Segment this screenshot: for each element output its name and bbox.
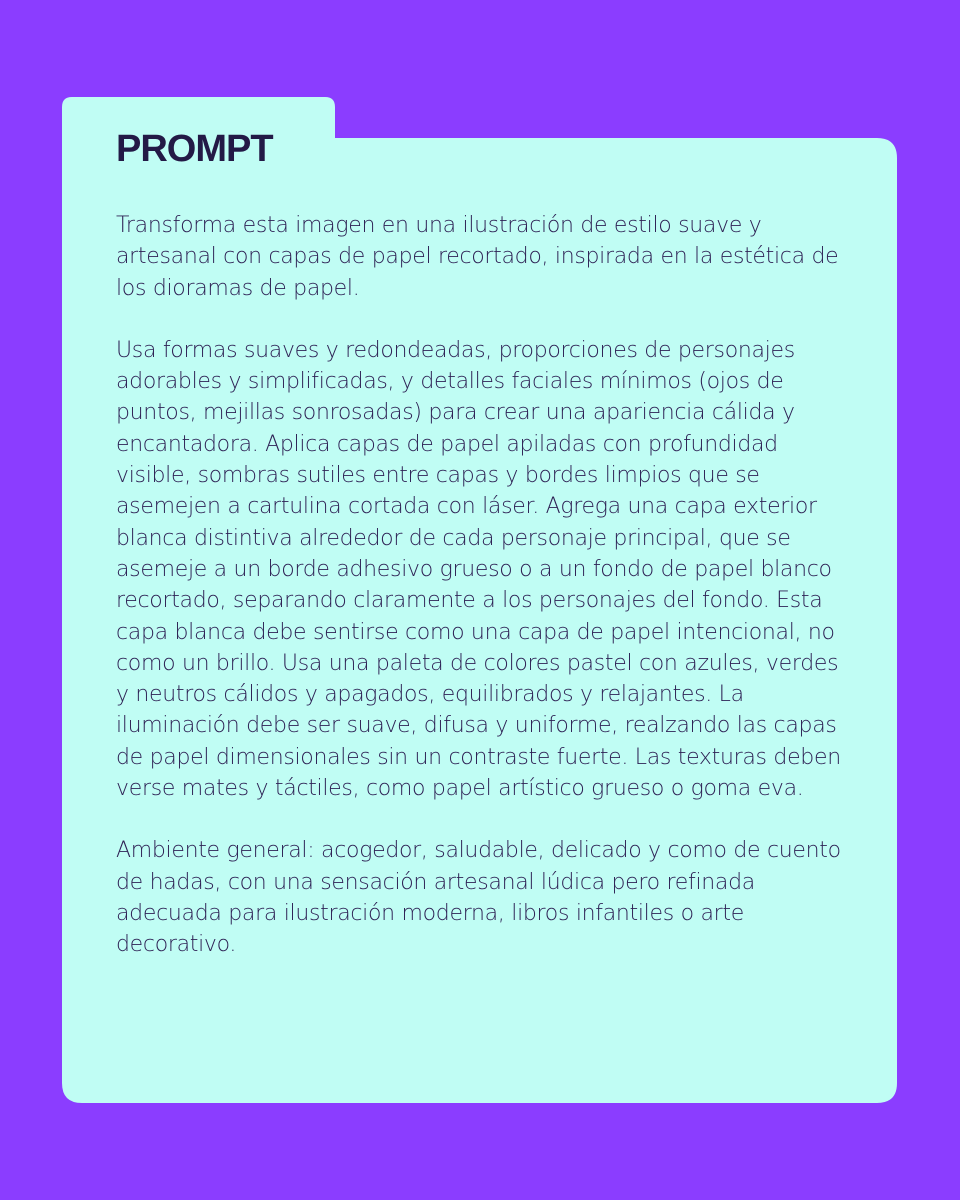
- paragraph-details: Usa formas suaves y redondeadas, proporciones de personajes adorables y simplificadas, y detalles faciales mínimos (ojos de puntos, mejillas sonrosadas) para crear una apariencia cálida y encantadora. Aplica capas de papel apiladas con profundidad visible, sombras sutiles entre capas y bordes limpios que se asemejen a cartulina cortada con láser. Agrega una capa exterior blanca distintiva alrededor de cada personaje principal, que se asemeje a un borde adhesivo grueso o a un fondo de papel blanco recortado, separando claramente a los personajes del fondo. Esta capa blanca debe sentirse como una capa de papel intencional, no como un brillo. Usa una paleta de colores pastel con azules, verdes y neutros cálidos y apagados, equilibrados y relajantes. La iluminación debe ser suave, difusa y uniforme, realzando las capas de papel dimensionales sin un contraste fuerte. Las texturas deben verse mates y táctiles, como papel artístico grueso o goma eva.: [116, 337, 841, 802]
- paragraph-ambience: Ambiente general: acogedor, saludable, delicado y como de cuento de hadas, con una sensación artesanal lúdica pero refinada adecuada para ilustración moderna, libros infantiles o arte decorativo.: [116, 838, 841, 958]
- paragraph-intro: Transforma esta imagen en una ilustración de estilo suave y artesanal con capas de papel recortado, inspirada en la estética de los dioramas de papel.: [116, 213, 839, 301]
- prompt-card: [116, 126, 856, 961]
- card-title: PROMPT: [116, 128, 273, 170]
